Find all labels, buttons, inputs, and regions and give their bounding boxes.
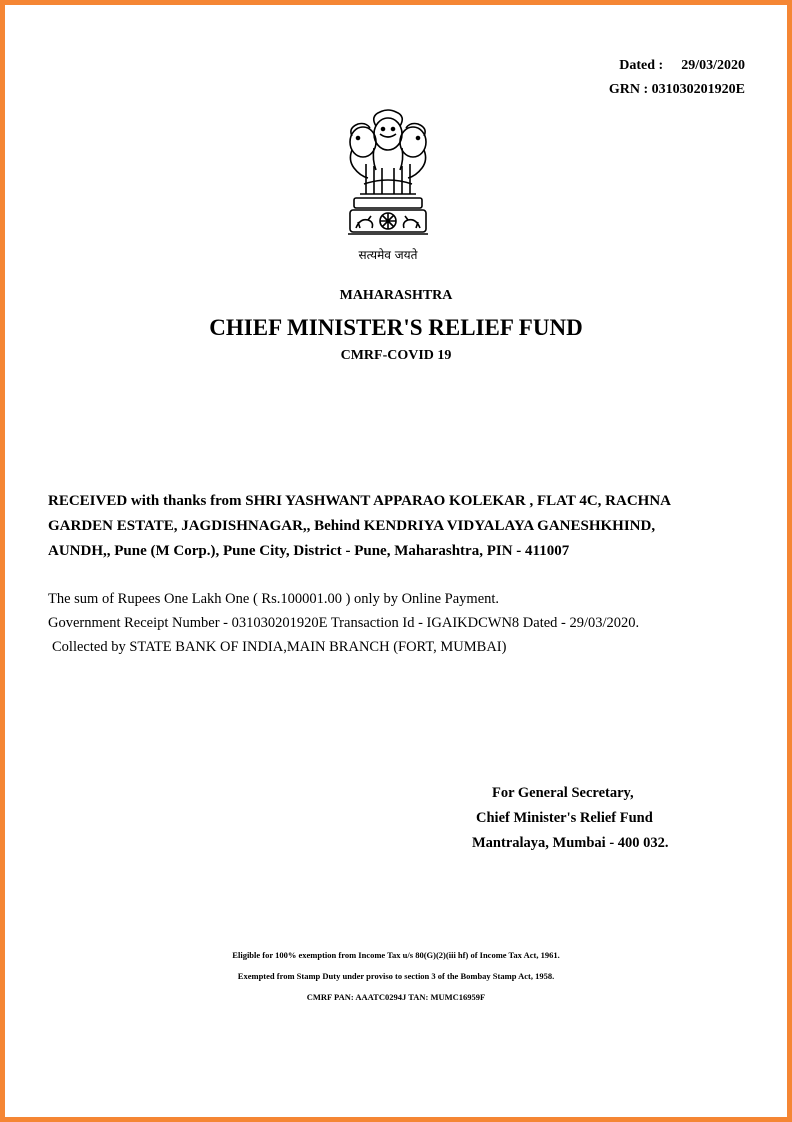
fund-subtitle: CMRF-COVID 19: [340, 348, 452, 363]
received-line: AUNDH,, Pune (M Corp.), Pune City, District - Pune, Maharashtra, PIN - 411007: [48, 543, 570, 559]
signatory-line: Mantralaya, Mumbai - 400 032.: [472, 835, 669, 851]
received-from: [48, 489, 748, 564]
dated-label: Dated :: [619, 58, 664, 73]
receipt-line: Government Receipt Number - 031030201920E Transaction Id - IGAIKDCWN8 Dated - 29/03/2020.: [48, 615, 640, 631]
collected-line: Collected by STATE BANK OF INDIA,MAIN BRANCH (FORT, MUMBAI): [52, 639, 507, 655]
received-line: GARDEN ESTATE, JAGDISHNAGAR,, Behind KENDRIYA VIDYALAYA GANESHKHIND,: [48, 518, 656, 534]
signatory-line: For General Secretary,: [492, 785, 634, 801]
emblem-motto: सत्यमेव जयते: [358, 248, 418, 262]
state-emblem-icon: [338, 104, 438, 266]
signatory-line: Chief Minister's Relief Fund: [476, 810, 653, 826]
state-name: MAHARASHTRA: [339, 288, 453, 303]
payment-details: [48, 587, 748, 659]
grn-number: GRN : 031030201920E: [608, 82, 745, 97]
dated-value: 29/03/2020: [681, 58, 745, 73]
tax-exemption-note: Eligible for 100% exemption from Income Tax u/s 80(G)(2)(iii hf) of Income Tax Act, 1961.: [232, 950, 560, 960]
sum-line: The sum of Rupees One Lakh One ( Rs.100001.00 ) only by Online Payment.: [48, 591, 500, 607]
stamp-duty-note: Exempted from Stamp Duty under proviso to section 3 of the Bombay Stamp Act, 1958.: [237, 971, 555, 981]
fund-title: CHIEF MINISTER'S RELIEF FUND: [209, 315, 583, 340]
dated-line: [619, 58, 745, 74]
signatory-block: [0, 781, 792, 856]
pan-tan-note: CMRF PAN: AAATC0294J TAN: MUMC16959F: [306, 992, 486, 1002]
received-line: RECEIVED with thanks from SHRI YASHWANT APPARAO KOLEKAR , FLAT 4C, RACHNA: [48, 493, 672, 509]
